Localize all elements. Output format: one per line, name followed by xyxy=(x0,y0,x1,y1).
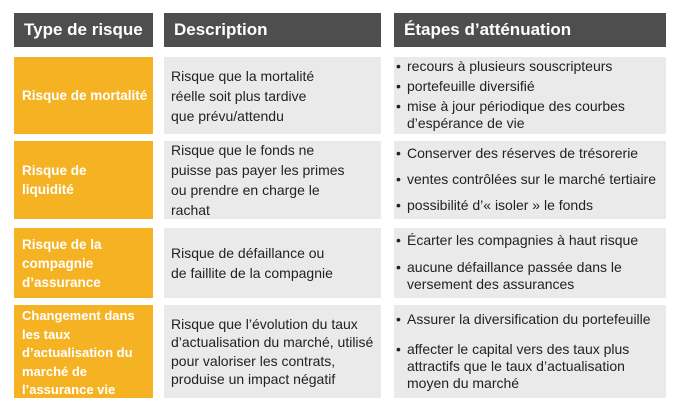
risk-type-cell xyxy=(14,228,153,298)
mitigation-step xyxy=(396,171,662,189)
bullet-icon: • xyxy=(396,197,401,214)
mitigation-step xyxy=(396,78,662,96)
risk-type-label: Risque de mortalité xyxy=(22,88,148,103)
header-type-label: Type de risque xyxy=(24,20,143,39)
risk-type-cell xyxy=(14,141,153,219)
risk-description-text: Risque de défaillance ou de faillite de la compagnie xyxy=(171,245,333,281)
bullet-icon: • xyxy=(396,311,401,328)
mitigation-step-text: Assurer la diversification du portefeuille xyxy=(407,311,651,328)
risk-description-cell xyxy=(164,228,381,298)
mitigation-step xyxy=(396,197,662,215)
bullet-icon: • xyxy=(396,232,401,249)
bullet-icon: • xyxy=(396,340,401,357)
risk-type-label: Changement dans les taux d’actualisation du marché de l’assurance vie xyxy=(22,308,135,397)
mitigation-step xyxy=(396,341,662,392)
risk-description-cell xyxy=(164,305,381,398)
mitigation-steps-cell xyxy=(394,305,666,398)
bullet-icon: • xyxy=(396,145,401,162)
bullet-icon: • xyxy=(396,77,401,94)
mitigation-steps-cell xyxy=(394,57,666,134)
mitigation-step-text: aucune défaillance passée dans le versement des assurances xyxy=(407,258,622,293)
mitigation-step-text: ventes contrôlées sur le marché tertiaire xyxy=(407,171,656,188)
risk-description-cell xyxy=(164,141,381,219)
mitigation-step xyxy=(396,145,662,163)
mitigation-step-text: possibilité d’« isoler » le fonds xyxy=(407,197,593,214)
bullet-icon: • xyxy=(396,258,401,275)
risk-description-cell xyxy=(164,57,381,134)
mitigation-step-text: portefeuille diversifié xyxy=(407,77,535,94)
risk-type-cell xyxy=(14,305,153,398)
mitigation-step-text: mise à jour périodique des courbes d’espérance de vie xyxy=(407,97,625,132)
risk-description-text: Risque que la mortalité réelle soit plus tardive que prévu/attendu xyxy=(171,67,315,124)
header-type xyxy=(14,13,153,47)
risk-type-label: Risque de la compagnie d’assurance xyxy=(22,236,102,290)
mitigation-step xyxy=(396,259,662,294)
risk-description-text: Risque que le fonds ne puisse pas payer les primes ou prendre en charge le rachat xyxy=(171,142,345,218)
risk-type-label: Risque de liquidité xyxy=(22,163,87,197)
header-steps-label: Étapes d’atténuation xyxy=(404,20,572,39)
mitigation-step xyxy=(396,58,662,76)
mitigation-step xyxy=(396,232,662,250)
bullet-icon: • xyxy=(396,171,401,188)
mitigation-step-text: recours à plusieurs souscripteurs xyxy=(407,58,613,75)
mitigation-step xyxy=(396,98,662,133)
risk-description-text: Risque que l’évolution du taux d’actualisation du marché, utilisé pour valoriser les contrats, produise un impact négatif xyxy=(171,315,374,387)
bullet-icon: • xyxy=(396,58,401,75)
header-description-label: Description xyxy=(174,20,268,39)
header-steps xyxy=(394,13,666,47)
mitigation-step xyxy=(396,311,662,328)
risk-type-cell xyxy=(14,57,153,134)
mitigation-step-text: Écarter les compagnies à haut risque xyxy=(407,232,639,249)
mitigation-steps-cell xyxy=(394,228,666,298)
mitigation-steps-cell xyxy=(394,141,666,219)
bullet-icon: • xyxy=(396,97,401,114)
mitigation-step-text: affecter le capital vers des taux plus attractifs que le taux d’actualisation moyen du marché xyxy=(407,340,630,391)
mitigation-step-text: Conserver des réserves de trésorerie xyxy=(407,145,639,162)
header-description xyxy=(164,13,381,47)
